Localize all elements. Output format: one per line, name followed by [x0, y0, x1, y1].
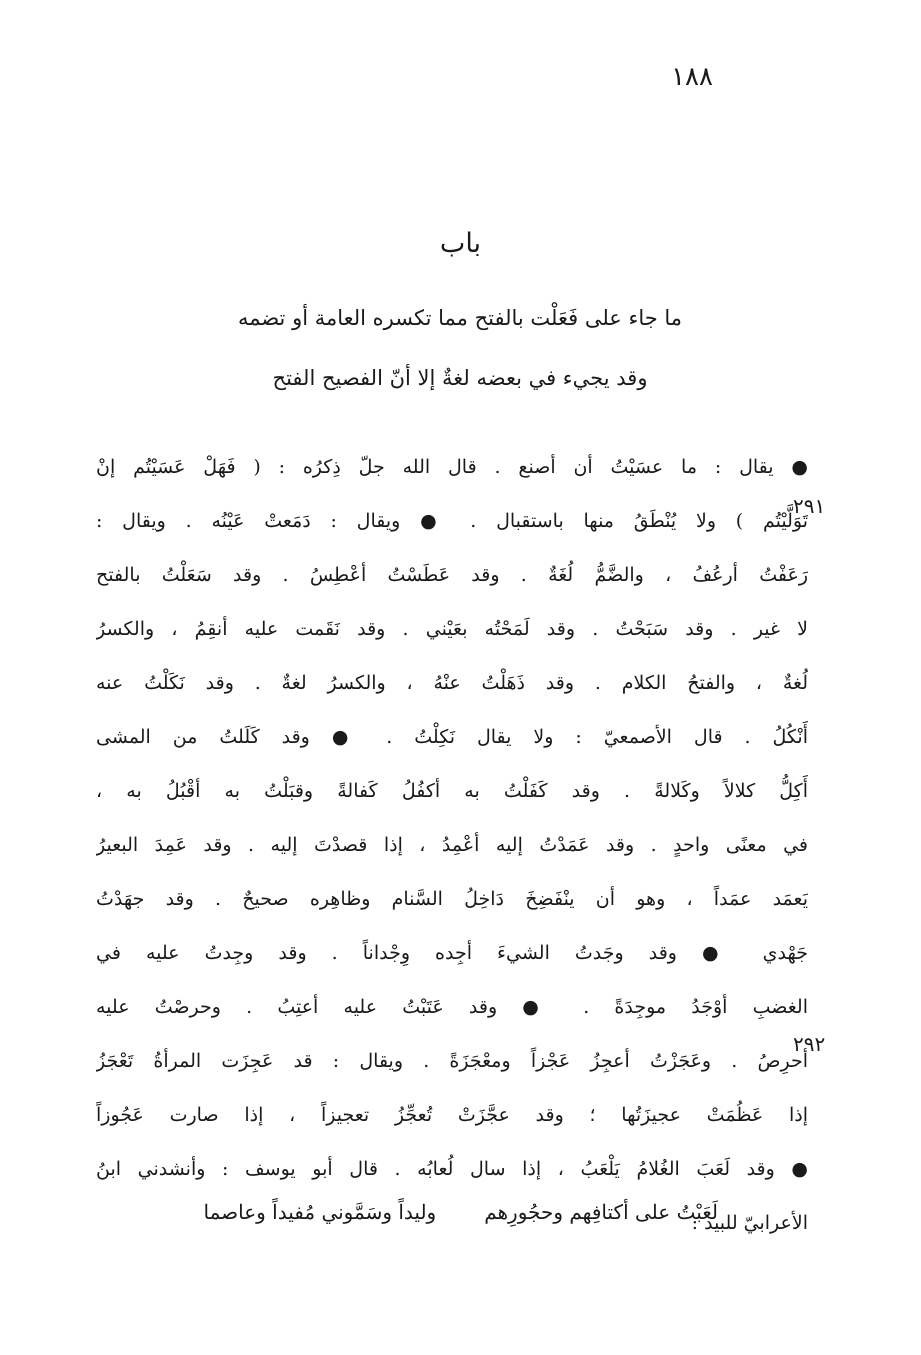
body-line: ● وقد لَعَبَ الغُلامُ يَلْعَبُ ، إذا سال لُعابُه . قال أبو يوسف : وأنشدني ابنُ [96, 1158, 808, 1180]
body-line: الغضبِ أوْجَدُ موجِدَةً . ● وقد عَتَبْتُ عليه أعتِبُ . وحرصْتُ عليه [96, 996, 808, 1018]
verse-hemistich-1: لَعَبْتُ على أكتافِهم وحجُورِهم [484, 1200, 718, 1224]
body-line: لا غير . وقد سَبَحْتُ . وقد لَمَحْتُه بعَيْني . وقد نَقَمت عليه أنقِمُ ، والكسرُ [96, 618, 808, 640]
chapter-title: باب [439, 228, 482, 259]
body-line: أَنْكُلُ . قال الأصمعيّ : ولا يقال نَكِلْتُ . ● وقد كَلَلتُ من المشى [96, 726, 808, 748]
body-line: لُغةٌ ، والفتحُ الكلام . وقد ذَهَلْتُ عنْهُ ، والكسرُ لغةٌ . وقد نَكَلْتُ عنه [96, 672, 808, 694]
verse [118, 1200, 718, 1224]
margin-number: ٢٩٢ [793, 1032, 826, 1056]
body-line: إذا عَظُمَتْ عجيزَتُها ؛ وقد عجَّزَتْ تُعجِّزُ تعجيزاً ، إذا صارت عَجُوزاً [96, 1104, 808, 1126]
chapter-subtitle-line-1: ما جاء على فَعَلْت بالفتح مما تكسره العامة أو تضمه [237, 306, 683, 330]
body-line: أحرِصُ . وعَجَزْتُ أعجِزُ عَجْزاً ومعْجَزَةً . ويقال : قد عَجِزَت المرأةُ تَعْجَزُ [96, 1050, 808, 1072]
body-line: رَعَفْتُ أرعُفُ ، والضَّمُّ لُغَةٌ . وقد عَطَسْتُ أعْطِسُ . وقد سَعَلْتُ بالفتح [96, 564, 808, 586]
body-text [96, 440, 808, 1250]
body-line: أَكِلُّ كلالاً وكَلالةً . وقد كَفَلْتُ به أكفُلُ كَفالةً وقبَلْتُ به أقْبُلُ به ، [96, 780, 808, 802]
body-line: تَوَلَّيْتُم ) ولا يُنْطَقُ منها باستقبال . ● ويقال : دَمَعتْ عَيْنُه . ويقال : [96, 510, 808, 532]
chapter-subtitle-line-2: وقد يجيء في بعضه لغةٌ إلا أنّ الفصيح الفتح [272, 366, 648, 390]
body-line: ● يقال : ما عسَيْتُ أن أصنع . قال الله جلّ ذِكرُه : ( فَهَلْ عَسَيْتُم إنْ [96, 456, 808, 478]
body-line: جَهْدي ● وقد وجَدتُ الشيءَ أجِده وِجْداناً . وقد وجِدتُ عليه في [96, 942, 808, 964]
body-line: يَعمَد عمَداً ، وهو أن ينْفَضِخَ دَاخِلُ السَّنام وظاهِره صحيحٌ . وقد جهَدْتُ [96, 888, 808, 910]
margin-number: ٢٩١ [793, 494, 826, 518]
verse-hemistich-2: وليداً وسَمَّوني مُفيداً وعاصما [203, 1200, 437, 1224]
body-line: في معنًى واحدٍ . وقد عَمَدْتُ إليه أعْمِدُ ، إذا قصدْتَ إليه . وقد عَمِدَ البعيرُ [96, 834, 808, 856]
page-number: ١٨٨ [671, 62, 713, 92]
body-line: الأعرابيّ للبيد : [691, 1212, 808, 1234]
